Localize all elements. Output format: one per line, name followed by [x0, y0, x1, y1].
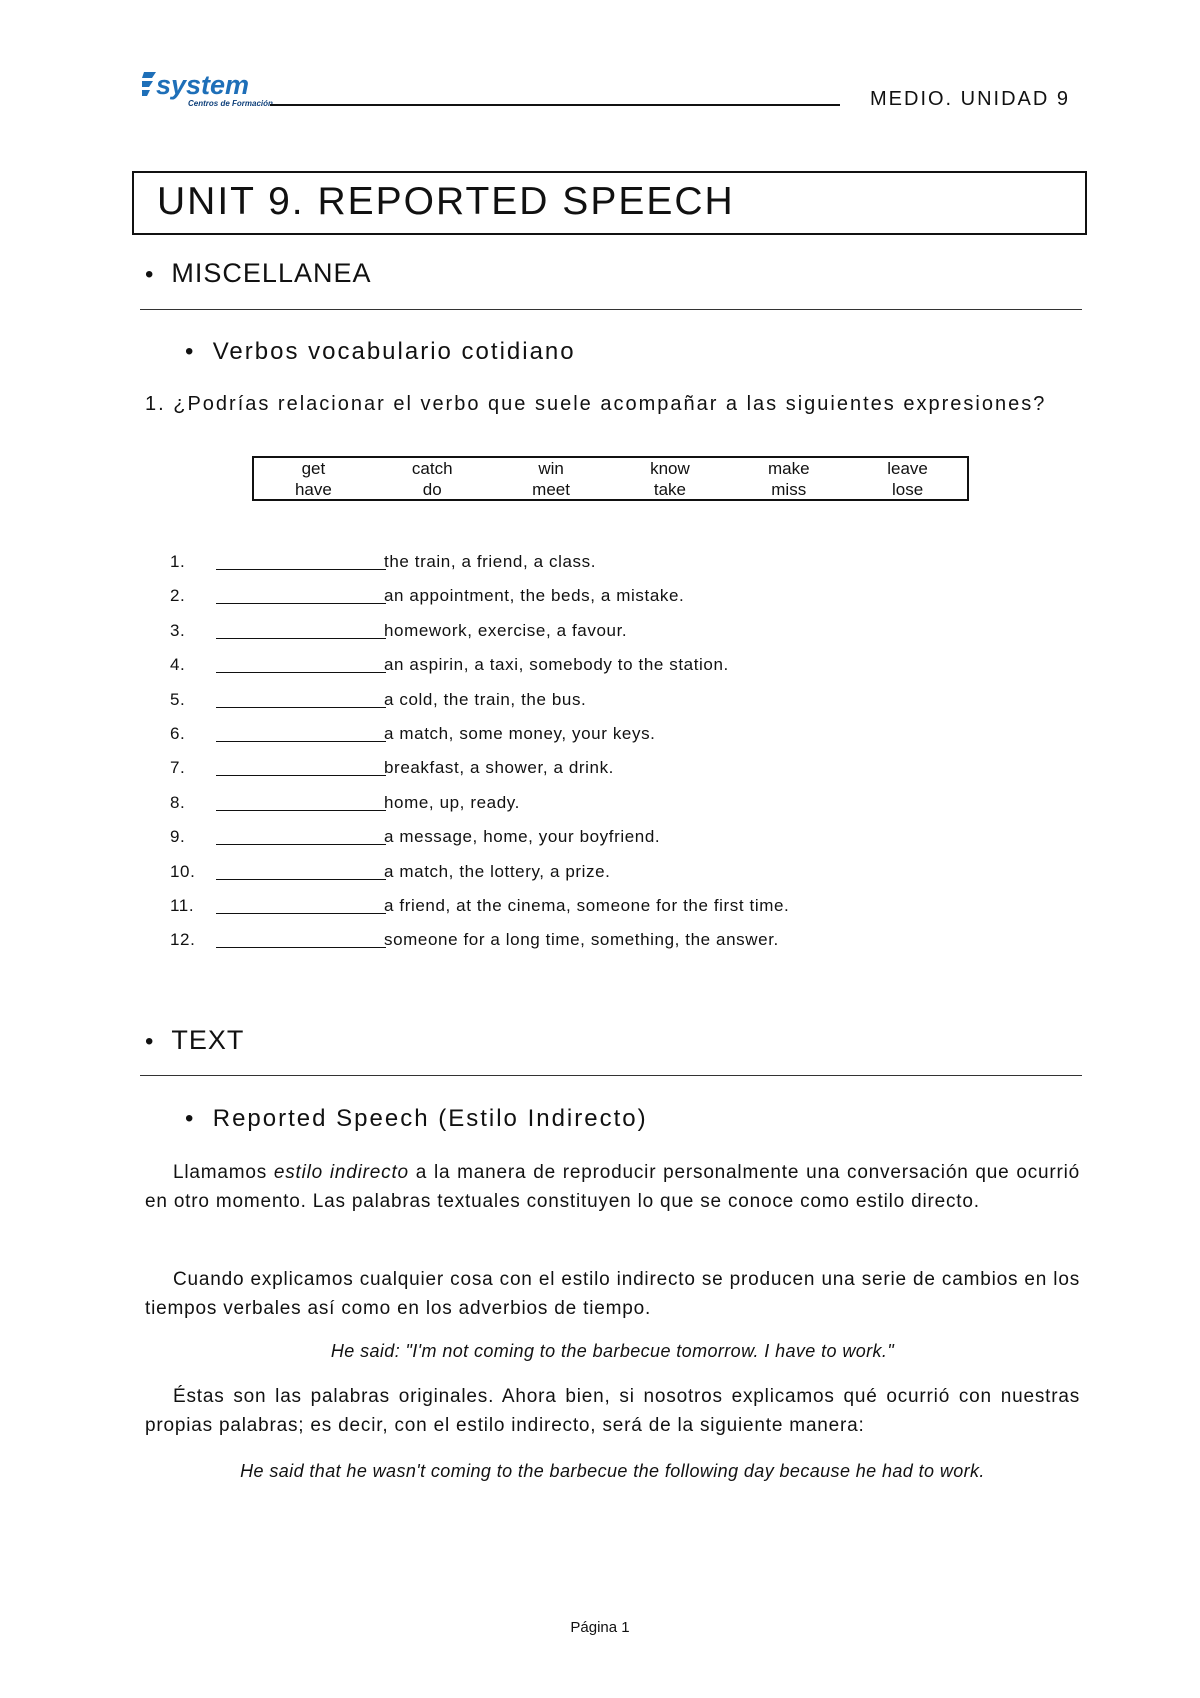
- list-item: [170, 548, 1070, 582]
- item-number: 8.: [170, 792, 186, 812]
- para-text: Cuando explicamos cualquier cosa con el estilo indirecto se producen una serie de cambios en los tiempos verbales así como en los adverbios de tiempo.: [145, 1269, 1080, 1319]
- item-number: 1.: [170, 552, 186, 571]
- paragraph-intro: [145, 1158, 1080, 1216]
- bullet-icon: •: [185, 1105, 196, 1132]
- verb-cell: take: [653, 480, 686, 499]
- answer-blank[interactable]: [216, 879, 386, 880]
- item-text: a friend, at the cinema, someone for the first time.: [384, 895, 790, 915]
- paragraph-original-words: [145, 1382, 1080, 1440]
- reported-speech-example: He said that he wasn't coming to the barbecue the following day because he had to work.: [240, 1461, 985, 1481]
- list-item: [170, 789, 1070, 823]
- verb-cell: meet: [532, 480, 570, 499]
- subheading-text: Reported Speech (Estilo Indirecto): [212, 1105, 648, 1132]
- item-number: 12.: [170, 930, 196, 950]
- page-title: UNIT 9. REPORTED SPEECH: [157, 180, 735, 223]
- verb-cell: have: [294, 480, 332, 499]
- item-text: breakfast, a shower, a drink.: [384, 758, 615, 778]
- list-item: [170, 892, 1070, 926]
- section-heading-text: [145, 1025, 244, 1056]
- item-number: 11.: [170, 895, 195, 915]
- answer-blank[interactable]: [216, 913, 386, 914]
- answer-blank[interactable]: [216, 603, 386, 604]
- system-logo: [142, 68, 282, 112]
- verb-cell: win: [538, 459, 564, 478]
- answer-blank[interactable]: [216, 569, 386, 570]
- answer-blank[interactable]: [216, 741, 386, 742]
- verb-cell: do: [422, 480, 442, 499]
- item-number: 4.: [170, 655, 186, 675]
- item-text: an appointment, the beds, a mistake.: [384, 586, 685, 606]
- subheading-reported-speech: [185, 1105, 648, 1133]
- verb-cell: get: [301, 459, 326, 478]
- verb-cell: leave: [887, 459, 928, 478]
- para-text: a la manera de reproducir personalmente una conversación que ocurrió en otro momento. Las palabras textuales constituyen lo que se conoce como estilo directo.: [145, 1162, 1081, 1212]
- list-item: [170, 823, 1070, 857]
- list-item: [170, 686, 1070, 720]
- answer-blank[interactable]: [216, 672, 386, 673]
- item-number: 6.: [170, 723, 186, 743]
- direct-speech-example: He said: "I'm not coming to the barbecue tomorrow. I have to work.": [330, 1341, 895, 1361]
- verb-cell: make: [767, 459, 810, 478]
- bullet-icon: •: [145, 261, 155, 288]
- subheading-text: Verbos vocabulario cotidiano: [212, 338, 576, 365]
- item-number: 10.: [170, 861, 196, 881]
- item-text: home, up, ready.: [384, 792, 520, 812]
- subheading-verbos: [185, 338, 576, 366]
- item-text: an aspirin, a taxi, somebody to the station.: [384, 655, 729, 675]
- header-unit-label: MEDIO. UNIDAD 9: [870, 88, 1071, 110]
- list-item: [170, 926, 1070, 960]
- para-text: Éstas son las palabras originales. Ahora bien, si nosotros explicamos qué ocurrió con nuestras propias palabras; es decir, con el estilo indirecto, será de la siguiente manera:: [145, 1386, 1080, 1436]
- item-text: a match, the lottery, a prize.: [384, 861, 611, 881]
- item-number: 3.: [170, 620, 186, 640]
- answer-blank[interactable]: [216, 810, 386, 811]
- verb-cell: know: [650, 459, 690, 478]
- bullet-icon: •: [185, 338, 196, 365]
- list-item: [170, 720, 1070, 754]
- answer-blank[interactable]: [216, 775, 386, 776]
- verb-cell: catch: [411, 459, 453, 478]
- item-text: homework, exercise, a favour.: [384, 620, 628, 640]
- verb-cell: lose: [891, 480, 924, 499]
- section-rule: [140, 309, 1082, 310]
- logo-subtext: Centros de Formación: [188, 99, 273, 108]
- page-number: Página 1: [570, 1619, 630, 1636]
- list-item: [170, 582, 1070, 616]
- para-text: Llamamos: [173, 1162, 274, 1183]
- list-item: [170, 651, 1070, 685]
- exercise-list: [170, 548, 1070, 961]
- item-number: 5.: [170, 689, 186, 709]
- answer-blank[interactable]: [216, 638, 386, 639]
- answer-blank[interactable]: [216, 947, 386, 948]
- section-heading-label: TEXT: [171, 1025, 245, 1055]
- item-text: the train, a friend, a class.: [384, 552, 597, 571]
- bullet-icon: •: [145, 1028, 155, 1055]
- para-emphasis: estilo indirecto: [273, 1162, 409, 1183]
- answer-blank[interactable]: [216, 707, 386, 708]
- verb-table: [252, 456, 969, 501]
- item-text: a message, home, your boyfriend.: [384, 827, 661, 847]
- list-item: [170, 858, 1070, 892]
- logo-wordmark: system: [156, 70, 250, 100]
- verb-cell: miss: [771, 480, 807, 499]
- item-text: someone for a long time, something, the answer.: [384, 930, 779, 950]
- list-item: [170, 617, 1070, 651]
- item-text: a match, some money, your keys.: [384, 723, 656, 743]
- item-text: a cold, the train, the bus.: [384, 689, 587, 709]
- section-heading-text: MISCELLANEA: [171, 258, 372, 288]
- header-rule: [270, 104, 840, 106]
- item-number: 7.: [170, 758, 186, 778]
- exercise-instruction: 1. ¿Podrías relacionar el verbo que suele acompañar a las siguientes expresiones?: [145, 393, 1047, 415]
- item-number: 9.: [170, 827, 186, 847]
- answer-blank[interactable]: [216, 844, 386, 845]
- section-rule: [140, 1075, 1082, 1076]
- item-number: 2.: [170, 586, 186, 606]
- section-heading-miscellanea: [145, 258, 372, 289]
- paragraph-changes: [145, 1265, 1080, 1323]
- list-item: [170, 754, 1070, 788]
